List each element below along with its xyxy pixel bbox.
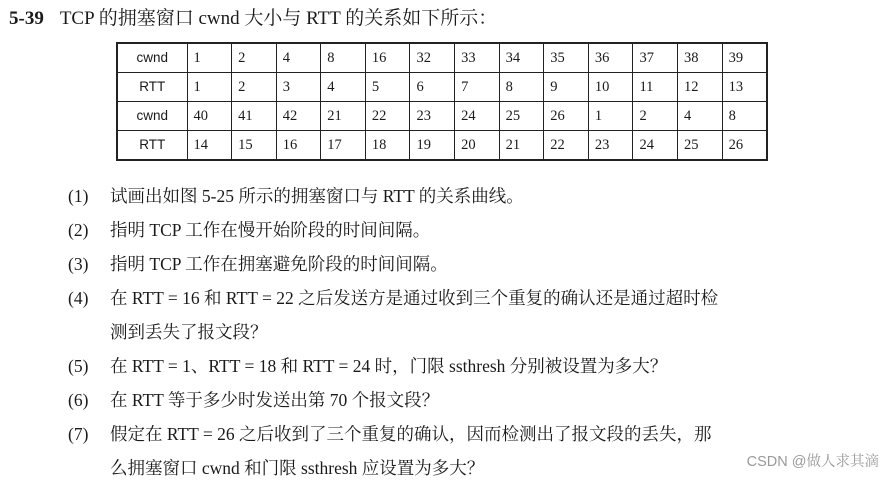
question-list	[68, 179, 868, 485]
question-item	[68, 383, 868, 417]
table-cell: 35	[544, 43, 589, 73]
question-line: 测到丢失了报文段？	[110, 322, 268, 342]
question-text	[110, 247, 868, 281]
table-cell: 15	[232, 131, 277, 161]
table-row	[117, 131, 767, 161]
question-line: 在 RTT = 1、RTT = 18 和 RTT = 24 时，门限 ssthresh 分别被设置为多大？	[110, 356, 668, 376]
table-cell: 7	[455, 73, 500, 102]
table-cell: 32	[410, 43, 455, 73]
table-cell: 2	[633, 102, 678, 131]
question-line: 试画出如图 5-25 所示的拥塞窗口与 RTT 的关系曲线。	[110, 186, 524, 206]
table-cell: 22	[544, 131, 589, 161]
question-line: 指明 TCP 工作在拥塞避免阶段的时间间隔。	[110, 254, 448, 274]
table-cell: 13	[722, 73, 767, 102]
table-cell: 24	[455, 102, 500, 131]
table-cell: 9	[544, 73, 589, 102]
table-cell: 16	[276, 131, 321, 161]
table-cell: 14	[187, 131, 232, 161]
table-cell: 38	[678, 43, 723, 73]
table-cell: 2	[232, 73, 277, 102]
question-item	[68, 281, 868, 349]
question-number: (3)	[68, 254, 89, 274]
table-cell: 4	[678, 102, 723, 131]
table-cell: 34	[499, 43, 544, 73]
table-cell: 3	[276, 73, 321, 102]
table-cell: 23	[588, 131, 633, 161]
table-cell: 5	[365, 73, 410, 102]
table-cell: 40	[187, 102, 232, 131]
table-cell: 21	[499, 131, 544, 161]
table-cell: 41	[232, 102, 277, 131]
table-cell: 19	[410, 131, 455, 161]
table-cell: 8	[722, 102, 767, 131]
question-number: (4)	[68, 288, 89, 308]
question-item	[68, 179, 868, 213]
question-text	[110, 213, 868, 247]
table-cell: 25	[499, 102, 544, 131]
table-cell: 21	[321, 102, 366, 131]
table-cell: 22	[365, 102, 410, 131]
table-row	[117, 73, 767, 102]
table-cell: 11	[633, 73, 678, 102]
question-text	[110, 179, 868, 213]
table-cell: 36	[588, 43, 633, 73]
problem-title: TCP 的拥塞窗口 cwnd 大小与 RTT 的关系如下所示：	[59, 8, 498, 29]
table-cell: 24	[633, 131, 678, 161]
question-line: 在 RTT = 16 和 RTT = 22 之后发送方是通过收到三个重复的确认还是通过超时检	[110, 288, 719, 308]
cwnd-rtt-table	[116, 42, 768, 161]
problem-heading	[9, 7, 497, 31]
table-cell: 33	[455, 43, 500, 73]
table-cell: 8	[321, 43, 366, 73]
table-cell: 1	[588, 102, 633, 131]
question-item	[68, 247, 868, 281]
table-cell: 26	[722, 131, 767, 161]
question-item	[68, 349, 868, 383]
table-cell: 20	[455, 131, 500, 161]
table-cell: 17	[321, 131, 366, 161]
table-cell: 6	[410, 73, 455, 102]
row-label: RTT	[117, 73, 187, 102]
question-number: (1)	[68, 186, 89, 206]
table-cell: 26	[544, 102, 589, 131]
question-item	[68, 213, 868, 247]
row-label: cwnd	[117, 102, 187, 131]
table-cell: 4	[321, 73, 366, 102]
table-cell: 18	[365, 131, 410, 161]
row-label: cwnd	[117, 43, 187, 73]
table-cell: 10	[588, 73, 633, 102]
question-line: 在 RTT 等于多少时发送出第 70 个报文段？	[110, 390, 440, 410]
table-row	[117, 43, 767, 73]
watermark: CSDN @做人求其滴	[746, 454, 879, 470]
table-cell: 39	[722, 43, 767, 73]
question-number: (6)	[68, 390, 89, 410]
question-text	[110, 281, 868, 349]
table-cell: 25	[678, 131, 723, 161]
table-cell: 42	[276, 102, 321, 131]
question-text	[110, 383, 868, 417]
table-cell: 12	[678, 73, 723, 102]
table-cell: 4	[276, 43, 321, 73]
question-text	[110, 349, 868, 383]
table-cell: 16	[365, 43, 410, 73]
table-cell: 1	[187, 43, 232, 73]
table-cell: 8	[499, 73, 544, 102]
row-label: RTT	[117, 131, 187, 161]
table-cell: 23	[410, 102, 455, 131]
question-line: 么拥塞窗口 cwnd 和门限 ssthresh 应设置为多大？	[110, 458, 485, 478]
question-number: (2)	[68, 220, 89, 240]
table-row	[117, 102, 767, 131]
question-number: (7)	[68, 424, 89, 444]
question-line: 指明 TCP 工作在慢开始阶段的时间间隔。	[110, 220, 431, 240]
table-cell: 2	[232, 43, 277, 73]
question-line: 假定在 RTT = 26 之后收到了三个重复的确认，因而检测出了报文段的丢失，那	[110, 424, 712, 444]
table-cell: 1	[187, 73, 232, 102]
table-cell: 37	[633, 43, 678, 73]
question-number: (5)	[68, 356, 89, 376]
problem-number: 5-39	[9, 8, 44, 29]
